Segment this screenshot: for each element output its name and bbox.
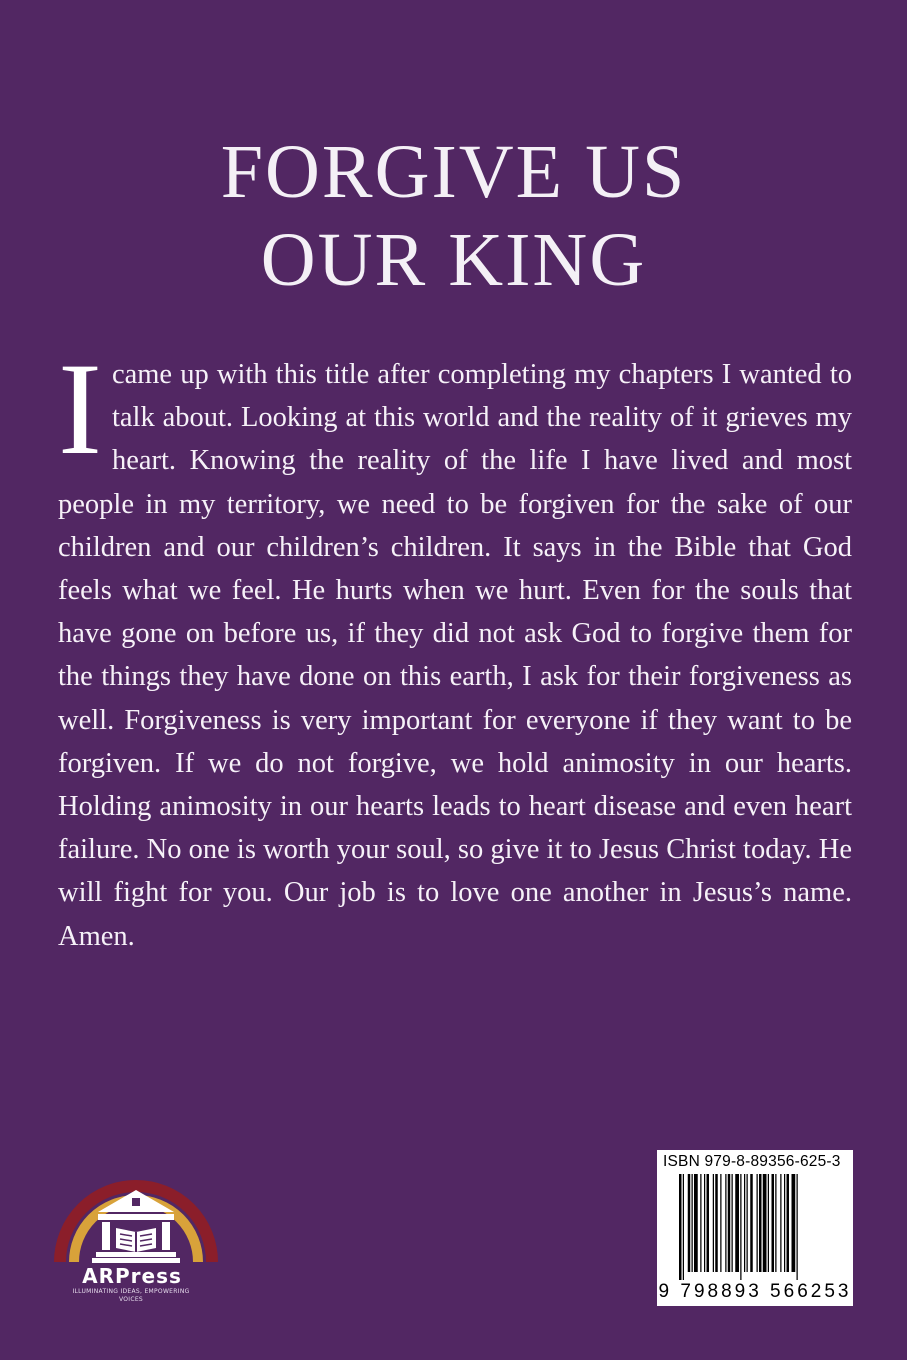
barcode-bar (772, 1174, 775, 1272)
barcode-digits: 9 798893 566253 (658, 1281, 852, 1302)
barcode-bar (700, 1174, 701, 1272)
barcode-bars (657, 1170, 853, 1282)
barcode-bar (763, 1174, 767, 1272)
barcode-bar (728, 1174, 731, 1272)
barcode-bar (784, 1174, 785, 1272)
library-building-icon (52, 1154, 220, 1266)
barcode-bar (713, 1174, 714, 1272)
barcode-bar (692, 1174, 693, 1272)
barcode-bar (688, 1174, 691, 1272)
barcode-bar (768, 1174, 769, 1272)
publisher-logo (52, 1154, 220, 1310)
barcode-bar (679, 1174, 682, 1280)
book-title (0, 128, 907, 304)
barcode-bar (732, 1174, 733, 1272)
barcode-bar (715, 1174, 718, 1272)
barcode-bar (683, 1174, 684, 1280)
back-cover-blurb (58, 335, 852, 958)
isbn-label: ISBN 979-8-89356-625-3 (663, 1153, 841, 1170)
barcode-bar (780, 1174, 781, 1272)
barcode-bar (747, 1174, 748, 1272)
title-line-2: OUR KING (260, 218, 647, 302)
barcode-bar (797, 1174, 798, 1280)
barcode-bar (792, 1174, 796, 1272)
isbn-barcode (657, 1150, 853, 1306)
barcode-bar (707, 1174, 710, 1272)
barcode-bar (720, 1174, 721, 1272)
publisher-name: ARPress (82, 1264, 182, 1288)
blurb-text: came up with this title after completing my chapters I wanted to talk about. Looking at this world and the reality of it grieves my heart. Knowing the reality of the life I have lived and most people in my territory, we need to be forgiven for the sake of our children and our children’s children. It says in the Bible that God feels what we feel. He hurts when we hurt. Even for the souls that have gone on before us, if they did not ask God to forgive them for the things they have done on this earth, I ask for their forgiveness as well. Forgiveness is very important for everyone if they want to be forgiven. If we do not forgive, we hold animosity in our hearts. Holding animosity in our hearts leads to heart disease and even heart failure. No one is worth your soul, so give it to Jesus Christ today. He will fight for you. Our job is to love one another in Jesus’s name. Amen. (58, 359, 852, 952)
publisher-tagline: ILLUMINATING IDEAS, EMPOWERING VOICES (72, 1288, 190, 1303)
barcode-bar (750, 1174, 753, 1272)
title-line-1: FORGIVE US (220, 130, 687, 214)
drop-cap: I (58, 335, 102, 482)
barcode-bar (744, 1174, 745, 1272)
barcode-bar (725, 1174, 726, 1272)
barcode-bar (787, 1174, 790, 1272)
barcode-bar (775, 1174, 776, 1272)
barcode-bar (735, 1174, 739, 1272)
barcode-bar (740, 1174, 741, 1280)
barcode-bar (704, 1174, 705, 1272)
barcode-bar (757, 1174, 758, 1272)
barcode-bar (759, 1174, 762, 1272)
barcode-bar (694, 1174, 698, 1272)
